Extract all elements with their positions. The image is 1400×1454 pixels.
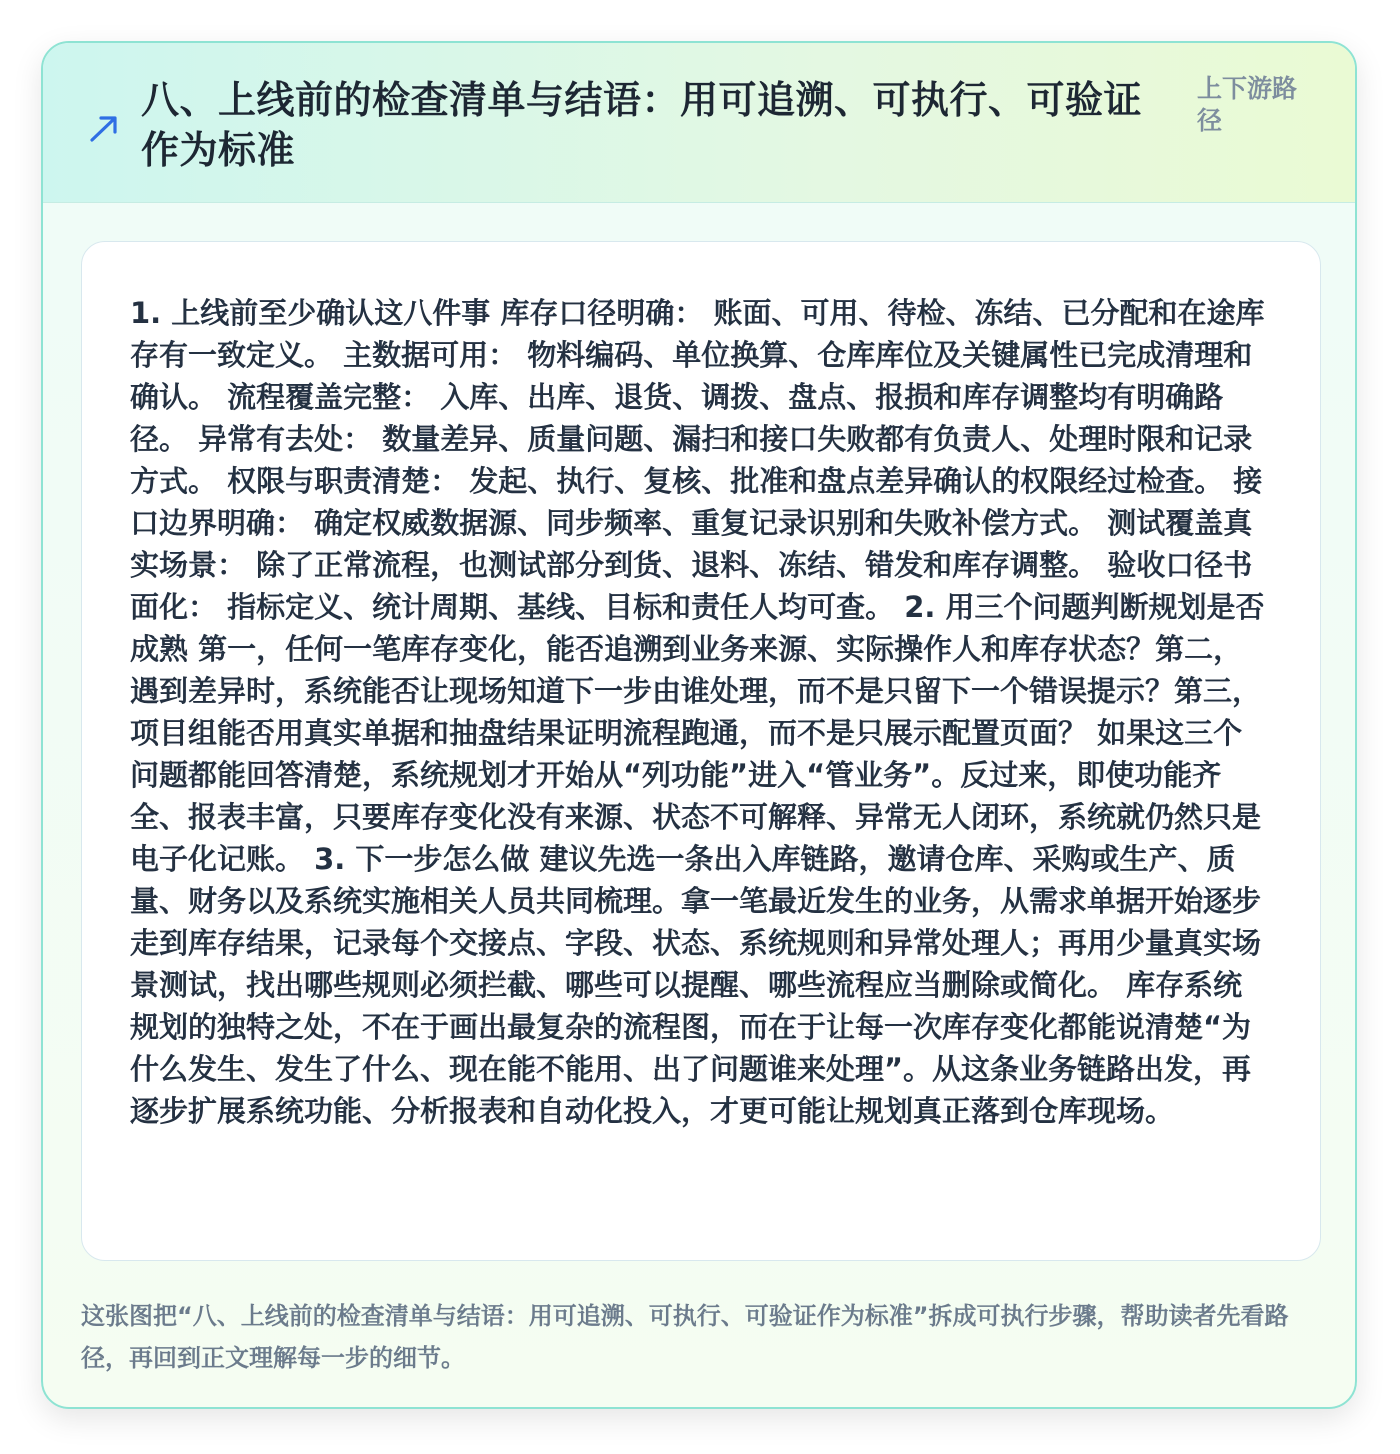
figure-card xyxy=(41,41,1357,1409)
content-body: 1. 上线前至少确认这八件事 库存口径明确： 账面、可用、待检、冻结、已分配和在途库存有一致定义。 主数据可用： 物料编码、单位换算、仓库库位及关键属性已完成清理和确认。 流程覆盖完整： 入库、出库、退货、调拨、盘点、报损和库存调整均有明确路径。 异常有去处： 数量差异、质量问题、漏扫和接口失败都有负责人、处理时限和记录方式。 权限与职责清楚： 发起、执行、复核、批准和盘点差异确认的权限经过检查。 接口边界明确： 确定权威数据源、同步频率、重复记录识别和失败补偿方式。 测试覆盖真实场景： 除了正常流程，也测试部分到货、退料、冻结、错发和库存调整。 验收口径书面化： 指标定义、统计周期、基线、目标和责任人均可查。 2. 用三个问题判断规划是否成熟 第一，任何一笔库存变化，能否追溯到业务来源、实际操作人和库存状态？第二，遇到差异时，系统能否让现场知道下一步由谁处理，而不是只留下一个错误提示？第三，项目组能否用真实单据和抽盘结果证明流程跑通，而不是只展示配置页面？ 如果这三个问题都能回答清楚，系统规划才开始从“列功能”进入“管业务”。反过来，即使功能齐全、报表丰富，只要库存变化没有来源、状态不可解释、异常无人闭环，系统就仍然只是电子化记账。 3. 下一步怎么做 建议先选一条出入库链路，邀请仓库、采购或生产、质量、财务以及系统实施相关人员共同梳理。拿一笔最近发生的业务，从需求单据开始逐步走到库存结果，记录每个交接点、字段、状态、系统规则和异常处理人；再用少量真实场景测试，找出哪些规则必须拦截、哪些可以提醒、哪些流程应当删除或简化。 库存系统规划的独特之处，不在于画出最复杂的流程图，而在于让每一次库存变化都能说清楚“为什么发生、发生了什么、现在能不能用、出了问题谁来处理”。从这条业务链路出发，再逐步扩展系统功能、分析报表和自动化投入，才更可能让规划真正落到仓库现场。 xyxy=(130,296,1265,1128)
card-header xyxy=(43,43,1355,203)
content-panel xyxy=(81,241,1321,1261)
card-tag: 上下游路径 xyxy=(1197,74,1298,135)
figure-caption: 这张图把“八、上线前的检查清单与结语：用可追溯、可执行、可验证作为标准”拆成可执行步骤，帮助读者先看路径，再回到正文理解每一步的细节。 xyxy=(81,1302,1289,1372)
card-title: 八、上线前的检查清单与结语：用可追溯、可执行、可验证作为标准 xyxy=(141,78,1143,172)
arrow-up-right-icon xyxy=(87,111,121,145)
